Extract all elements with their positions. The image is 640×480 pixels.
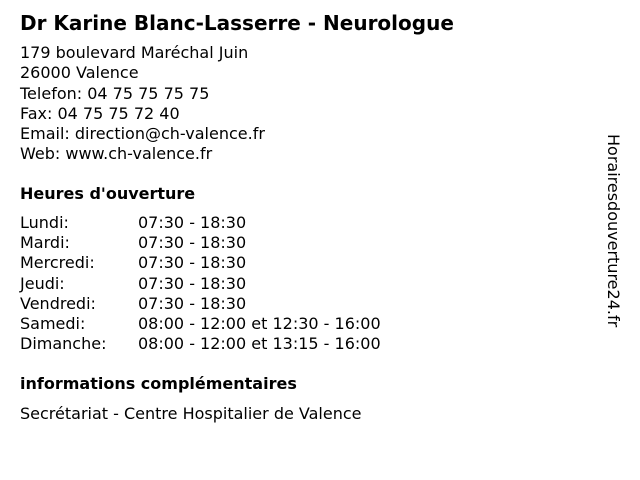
time-range: 07:30 - 18:30 xyxy=(138,233,247,253)
time-range: 07:30 - 18:30 xyxy=(138,213,247,232)
time-range: 08:00 - 12:00 et 13:15 - 16:00 xyxy=(138,334,381,354)
hours-row-friday xyxy=(20,294,381,314)
day-label: Dimanche: xyxy=(20,334,107,354)
contact-block xyxy=(20,43,265,165)
hours-row-monday xyxy=(20,213,381,233)
additional-info-text: Secrétariat - Centre Hospitalier de Valence xyxy=(20,404,362,423)
website-link[interactable]: Web: www.ch-valence.fr xyxy=(20,144,213,164)
day-label: Lundi: xyxy=(20,213,69,232)
day-label: Mercredi: xyxy=(20,253,95,273)
address-street: 179 boulevard Maréchal Juin xyxy=(20,43,249,62)
phone-number[interactable]: Telefon: 04 75 75 75 75 xyxy=(20,83,210,103)
hours-row-tuesday xyxy=(20,233,381,253)
page-title: Dr Karine Blanc-Lasserre - Neurologue xyxy=(20,11,454,35)
time-range: 07:30 - 18:30 xyxy=(138,293,247,313)
hours-row-saturday xyxy=(20,314,381,334)
time-range: 07:30 - 18:30 xyxy=(138,273,247,293)
hours-row-wednesday xyxy=(20,253,381,273)
day-label: Samedi: xyxy=(20,314,86,334)
hours-row-thursday xyxy=(20,274,381,294)
hours-row-sunday xyxy=(20,334,381,354)
day-label: Mardi: xyxy=(20,233,70,253)
fax-number: Fax: 04 75 75 72 40 xyxy=(20,103,180,123)
opening-hours-heading: Heures d'ouverture xyxy=(20,184,196,203)
site-watermark: Horairesdouverture24.fr xyxy=(604,134,623,328)
time-range: 07:30 - 18:30 xyxy=(138,253,247,273)
day-label: Jeudi: xyxy=(20,273,65,293)
address-city: 26000 Valence xyxy=(20,63,139,83)
additional-info-heading: informations complémentaires xyxy=(20,374,297,393)
opening-hours-table xyxy=(20,213,381,354)
email-address[interactable]: Email: direction@ch-valence.fr xyxy=(20,124,265,144)
day-label: Vendredi: xyxy=(20,293,96,313)
time-range: 08:00 - 12:00 et 12:30 - 16:00 xyxy=(138,314,381,334)
